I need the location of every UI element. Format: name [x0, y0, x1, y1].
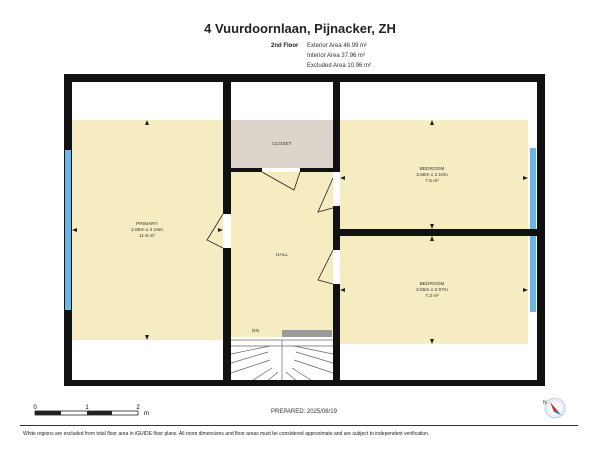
bedroom-1-window — [530, 148, 536, 229]
primary-window — [65, 150, 71, 310]
bedroom-2-area: 7.3 m² — [425, 294, 439, 299]
excluded-area: Excluded Area 10.96 m² — [307, 63, 372, 69]
bedroom-1-name: BEDROOM — [419, 167, 445, 172]
floor-label: 2nd Floor — [271, 43, 299, 49]
bedroom-2-name: BEDROOM — [419, 282, 445, 287]
scale-label-0: 0 — [33, 405, 37, 411]
scale-bar — [35, 411, 138, 415]
staircase — [231, 330, 333, 382]
bedroom-2-window — [530, 236, 536, 312]
page-title: 4 Vuurdoornlaan, Pijnacker, ZH — [204, 21, 396, 36]
primary-name: PRIMARY — [136, 222, 158, 227]
exterior-area: Exterior Area 46.99 m² — [307, 43, 368, 49]
scale-label-2: 2 — [136, 405, 140, 411]
bedroom-2-dims: 3.55m x 2.07m — [416, 288, 448, 293]
hall-name: HALL — [276, 253, 288, 258]
primary-area: 11.9 m² — [139, 234, 155, 239]
bedroom-1-area: 7.5 m² — [425, 179, 439, 184]
prepared-date: PREPARED: 2025/08/19 — [271, 409, 337, 415]
footer-divider — [20, 425, 578, 426]
closet-name: CLOSET — [272, 142, 292, 147]
interior-area: Interior Area 37.96 m² — [307, 53, 366, 59]
stairs-down-label: DN — [252, 329, 259, 334]
scale-unit: m — [144, 411, 149, 417]
bedroom-1-dims: 3.58m x 2.10m — [416, 173, 448, 178]
scale-label-1: 1 — [85, 405, 89, 411]
compass-icon — [545, 398, 565, 418]
disclaimer: White regions are excluded from total floor area in iGUIDE floor plans. All room dimensions and floor areas must be considered approximate and are subject to independent verification. — [23, 431, 430, 437]
primary-dims: 2.85m x 4.19m — [131, 228, 163, 233]
compass-north-label: N — [543, 400, 547, 406]
